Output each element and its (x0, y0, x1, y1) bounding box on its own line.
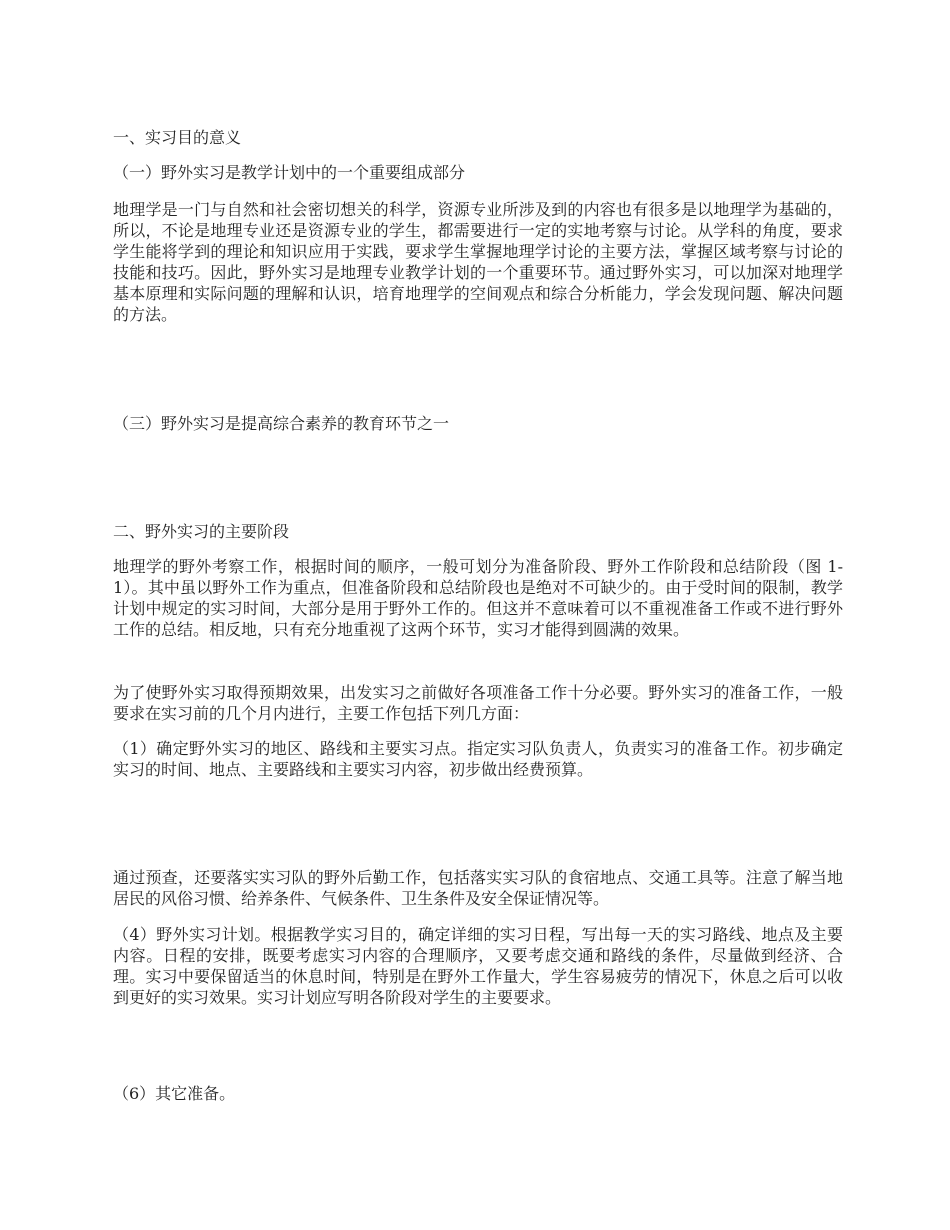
logistics-paragraph: 通过预查，还要落实实习队的野外后勤工作，包括落实实习队的食宿地点、交通工具等。注意了解当地居民的风俗习惯、给养条件、气候条件、卫生条件及安全保证情况等。 (113, 868, 843, 908)
section-1-heading: 一、实习目的意义 (113, 128, 242, 147)
list-item-1: （1）确定野外实习的地区、路线和主要实习点。指定实习队负责人，负责实习的准备工作。初步确定实习的时间、地点、主要路线和主要实习内容，初步做出经费预算。 (113, 739, 843, 779)
section-2-paragraph-1: 地理学的野外考察工作，根据时间的顺序，一般可划分为准备阶段、野外工作阶段和总结阶段（图 1-1）。其中虽以野外工作为重点，但准备阶段和总结阶段也是绝对不可缺少的。由于受时间的限制，教学计划中规定的实习时间，大部分是用于野外工作的。但这并不意味着可以不重视准备工作或不进行野外工作的总结。相反地，只有充分地重视了这两个环节，实习才能得到圆满的效果。 (113, 557, 843, 639)
list-item-4: （4）野外实习计划。根据教学实习目的，确定详细的实习日程，写出每一天的实习路线、地点及主要内容。日程的安排，既要考虑实习内容的合理顺序，又要考虑交通和路线的条件，尽量做到经济、合理。实习中要保留适当的休息时间，特别是在野外工作量大，学生容易疲劳的情况下，休息之后可以收到更好的实习效果。实习计划应写明各阶段对学生的主要要求。 (113, 925, 843, 1007)
section-2-paragraph-2: 为了使野外实习取得预期效果，出发实习之前做好各项准备工作十分必要。野外实习的准备工作，一般要求在实习前的几个月内进行，主要工作包括下列几方面： (113, 683, 843, 723)
section-1-paragraph-1: 地理学是一门与自然和社会密切想关的科学，资源专业所涉及到的内容也有很多是以地理学为基础的，所以，不论是地理专业还是资源专业的学生，都需要进行一定的实地考察与讨论。从学科的角度，要求学生能将学到的理论和知识应用于实践，要求学生掌握地理学讨论的主要方法，掌握区域考察与讨论的技能和技巧。因此，野外实习是地理专业教学计划的一个重要环节。通过野外实习，可以加深对地理学基本原理和实际问题的理解和认识，培育地理学的空间观点和综合分析能力，学会发现问题、解决问题的方法。 (113, 200, 843, 324)
document-page (113, 0, 843, 1230)
section-2-heading: 二、野外实习的主要阶段 (113, 522, 290, 541)
section-1-subheading-1: （一）野外实习是教学计划中的一个重要组成部分 (113, 163, 466, 182)
section-1-subheading-3: （三）野外实习是提高综合素养的教育环节之一 (113, 414, 450, 433)
list-item-6: （6）其它准备。 (113, 1084, 236, 1103)
